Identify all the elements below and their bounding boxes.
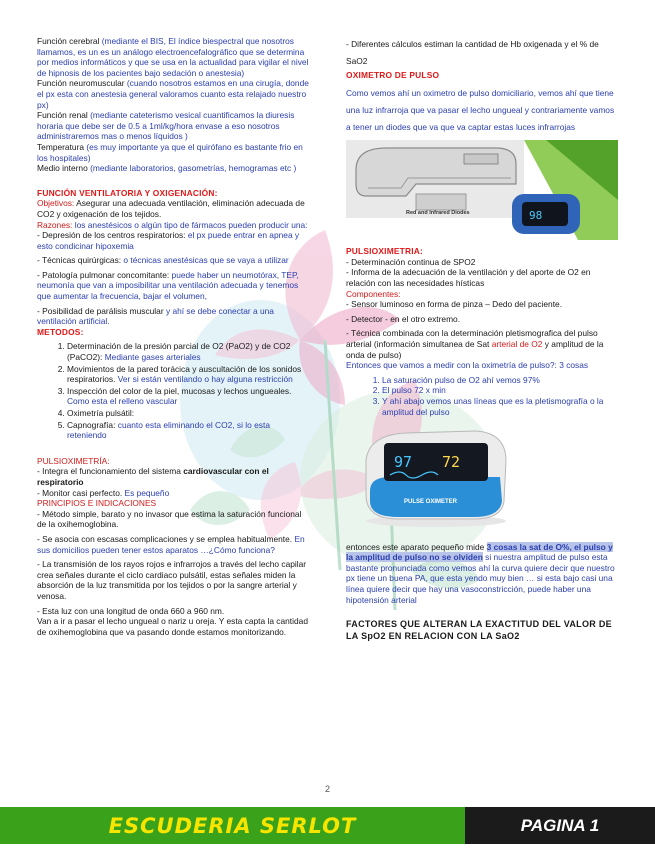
informs-item: - Informa de la adecuación de la ventilación y del aporte de O2 en relación con las necesidades hísticas — [346, 267, 591, 288]
oximeter-diagram-image — [346, 140, 618, 240]
factors-heading: FACTORES QUE ALTERAN LA EXACTITUD DEL VALOR DE LA SpO2 EN RELACION CON LA SaO2 — [346, 619, 612, 641]
components-heading: Componentes: — [346, 288, 401, 299]
list-item: 3. Inspección del color de la piel, mucosas y lechos ungueales. Como esta el relleno vascular — [67, 386, 309, 407]
what-measure-question: Entonces que vamos a medir con la oximetría de pulso?: 3 cosas — [346, 360, 589, 371]
list-item: 2. El pulso 72 x min — [382, 385, 618, 396]
methods-heading: METODOS: — [37, 326, 84, 337]
continuous-item: - Determinación continua de SPO2 — [346, 256, 476, 267]
simple-method-item: - Método simple, barato y no invasor que estima la saturación funcional de la oxihemoglobina. — [37, 508, 302, 530]
calculations-item: - Diferentes cálculos estiman la cantidad de Hb oxigenada y el % de SaO2 — [346, 39, 599, 66]
list-item: 1. La saturación pulso de O2 ahí vemos 97% — [382, 375, 618, 386]
spo2-reading: 97 — [394, 453, 413, 472]
pulse-rate-reading: 72 — [442, 453, 461, 472]
detector-item: - Detector - en el otro extremo. — [346, 313, 461, 324]
paralysis-item: - Posibilidad de parálisis muscular y ahí se debe conectar a una ventilación artificial. — [37, 305, 274, 327]
pulmonary-item: - Patología pulmonar concomitante: puede haber un neumotórax, TEP, neumonía que van a imposibilitar una ventilación adecuada y tenemos que aumentar la frecuencia, bajar el volumen, — [37, 269, 299, 302]
footer-title: ESCUDERIA SERLOT — [108, 814, 357, 838]
integrates-item: - Integra el funcionamiento del sistema cardiovascular con el respiratorio — [37, 466, 269, 487]
device-brand-label: PULSE OXIMETER — [404, 499, 458, 506]
page-number: 2 — [324, 784, 330, 794]
cerebral-paragraph: Función cerebral (mediante el BIS, El índice biespectral que nosotros llamamos, es un es un análogo electroencefalográfico que se determina por medios informáticos y que se usa en la actualidad para vigilar el nivel de hipnosis de los pacientes bajo sedación o anestesia) — [37, 36, 309, 78]
sensor-item: - Sensor luminoso en forma de pinza – Dedo del paciente. — [346, 299, 563, 310]
ventilatory-heading: FUNCIÓN VENTILATORIA Y OXIGENACIÓN: — [37, 187, 218, 198]
footer-banner — [0, 807, 655, 844]
nail-bed-item: Van a ir a pasar el lecho ungueal o nariz u oreja. Y esta capta la cantidad de oxihemoglobina que va pasando donde estamos monitorizando. — [37, 616, 308, 637]
list-item: 3. Y ahí abajo vemos unas líneas que es la pletismografía o la amplitud del pulso — [382, 396, 618, 417]
neuromuscular-paragraph: Función neuromuscular (cuando nosotros estamos en una cirugía, donde el px esta con anestesia general valoramos cuanto esta relajado nuestro px) — [37, 78, 309, 110]
right-column — [346, 36, 618, 642]
reasons-paragraph: Razones: los anestésicos o algún tipo de fármacos pueden producir una: — [37, 219, 308, 230]
diagram-caption: Red and Infrared Diodes — [406, 209, 470, 216]
renal-paragraph: Función renal (mediante cateterismo vesical cuantificamos la diuresis horaria que debe ser de 0.5 a 1ml/kg/hora envase a eso nosotros administraremos mas o menos líquidos ) — [37, 110, 295, 142]
monitor-item: - Monitor casi perfecto. Es pequeño — [37, 487, 170, 498]
oximeter-device-image — [512, 194, 580, 234]
oximeter-description: Como vemos ahí un oximetro de pulso domiciliario, vemos ahí que tiene una luz infrarroja que va pasar el lecho ungueal y contrariamente vamos a tener un diodes que va que va captar estas luces infrarrojas — [346, 87, 615, 132]
temperature-paragraph: Temperatura (es muy importante ya que el quirófano es bastante frio en los hospitales) — [37, 141, 303, 163]
footer-page-label: PAGINA 1 — [520, 816, 600, 835]
medio-interno-paragraph: Medio interno (mediante laboratorios, gasometrías, hemogramas etc ) — [37, 163, 297, 174]
list-item: 5. Capnografía: cuanto esta eliminando el CO2, si lo esta reteniendo — [67, 420, 309, 441]
principles-heading: PRINCIPIOS E INDICACIONES — [37, 498, 157, 509]
left-column — [37, 36, 309, 637]
techniques-item: - Técnicas quirúrgicas: o técnicas anestésicas que se vaya a utilizar — [37, 255, 289, 266]
list-item: 1. Determinación de la presión parcial de O2 (PaO2) y de CO2 (PaCO2): Mediante gases arteriales — [67, 341, 309, 362]
summary-paragraph: entonces este aparato pequeño mide 3 cosas la sat de O%, el pulso y la amplitud de pulso no se olviden si nuestra amplitud de pulso esta bastante pronunciada como vemos ahí la curva quiere decir que nuestro px tiene un buena PA, que esta yendo muy bien … si esta bajo casi una línea quiere decir que hay una vasoconstricción, puede haber una hipotensión arterial — [346, 541, 615, 605]
associates-item: - Se asocia con escasas complicaciones y se emplea habitualmente. En sus domicilios pueden tener estos aparatos …¿Cómo funciona? — [37, 533, 305, 555]
wavelength-item: - Esta luz con una longitud de onda 660 a 960 nm. — [37, 605, 225, 616]
methods-list — [37, 341, 309, 440]
transmission-item: - La transmisión de los rayos rojos e infrarrojos a través del lecho capilar crea señales durante el ciclo cardiaco pulsátil, estas señales miden la absorción de la luz transmitida por los tejidos o por la sangre arterial y venosa. — [37, 559, 307, 601]
list-item: 4. Oximetría pulsátil: — [67, 408, 309, 419]
pulse-oximeter-photo — [346, 421, 618, 531]
objectives-paragraph: Objetivos: Asegurar una adecuada ventilación, eliminación adecuada de CO2 y oxigenación de los tejidos. — [37, 198, 305, 219]
technique-item: - Técnica combinada con la determinación pletismografica del pulso arterial (información simultanea de Sat arterial de O2 y amplitud de la onda de pulso) — [346, 328, 604, 360]
depression-item: - Depresión de los centros respiratorios: el px puede entrar en apnea y esto condicinar hipoxemia — [37, 230, 300, 251]
device-reading: 98 — [529, 208, 543, 222]
pulsioximetria-heading: PULSIOXIMETRIA: — [346, 246, 423, 257]
three-things-list — [346, 375, 618, 417]
list-item: 2. Movimientos de la pared torácica y auscultación de los sonidos respiratorios. Ver si están ventilando o hay alguna restricción — [67, 364, 309, 385]
pulse-oximeter-heading: OXIMETRO DE PULSO — [346, 70, 440, 80]
pulsioximetry-heading: PULSIOXIMETRÍA: — [37, 455, 110, 466]
